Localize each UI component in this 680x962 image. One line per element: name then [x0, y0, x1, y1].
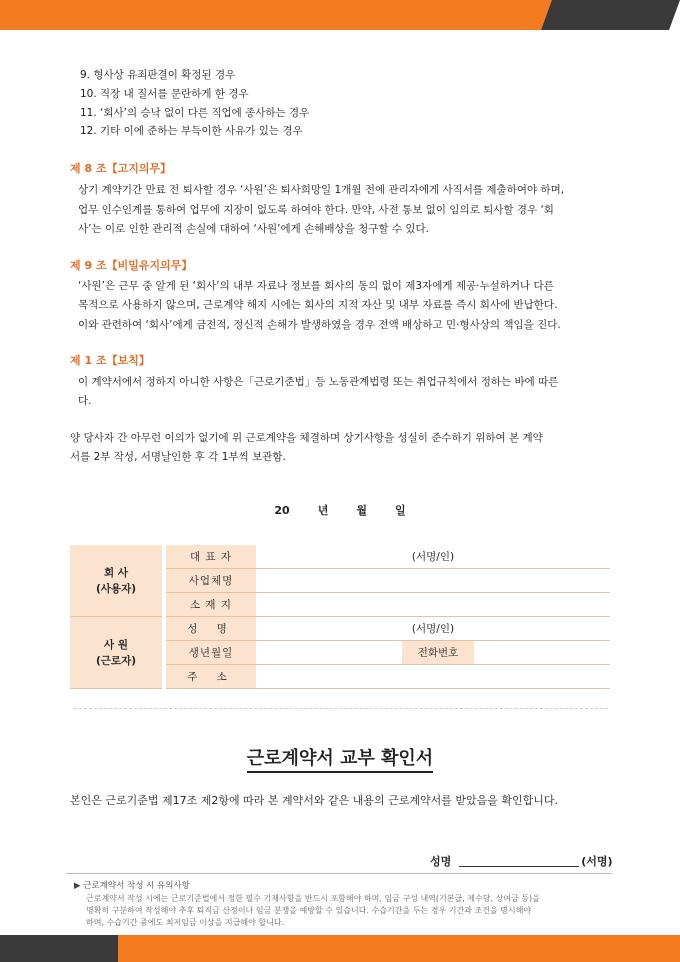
article-supplementary-title: 제 1 조【보칙】	[70, 354, 150, 367]
list-item: 12. 기타 이에 준하는 부득이한 사유가 있는 경우	[80, 125, 303, 137]
closing-line: 서를 2부 작성, 서명날인한 후 각 1부씩 보관함.	[70, 451, 286, 463]
cut-line-divider	[74, 708, 608, 709]
location-field[interactable]	[256, 593, 610, 617]
confirmation-signature-row	[430, 853, 613, 869]
notes-title: ▶ 근로계약서 작성 시 유의사항	[74, 881, 190, 891]
notes-line: 하며, 수습기간 중에도 최저임금 이상을 지급해야 합니다.	[86, 918, 285, 927]
field-phone: 전화번호	[402, 641, 474, 665]
article-supplementary-line: 다.	[78, 395, 92, 407]
list-item: 10. 직장 내 질서를 문란하게 한 경우	[80, 88, 249, 100]
article-supplementary-line: 이 계약서에서 정하지 아니한 사항은「근로기준법」등 노동관계법령 또는 취업규칙에서 정하는 바에 따른	[78, 376, 559, 388]
field-name: 성 명	[164, 617, 256, 641]
field-location: 소 재 지	[164, 593, 256, 617]
date-year: 20	[274, 504, 290, 517]
footer-orange-bar	[118, 935, 680, 962]
header-orange-bar	[0, 0, 560, 30]
signature-label: 성명	[430, 855, 452, 868]
signature-table	[70, 545, 610, 689]
phone-field[interactable]	[474, 641, 610, 665]
date-day-label: 일	[394, 504, 406, 517]
article-8-line: 상기 계약기간 만료 전 퇴사할 경우 ‘사원’은 퇴사희망일 1개월 전에 관리자에게 사직서를 제출하여야 하며,	[78, 184, 565, 196]
list-item: 9. 형사상 유죄판결이 확정된 경우	[80, 69, 236, 81]
header-dark-bar	[541, 0, 680, 30]
article-9-line: 목적으로 사용하지 않으며, 근로계약 해지 시에는 회사의 지적 자산 및 내부 자료를 즉시 회사에 반납한다.	[78, 299, 558, 311]
article-8-line: 사’는 이로 인한 관리적 손실에 대하여 ‘사원’에게 손해배상을 청구할 수 있다.	[78, 223, 430, 235]
article-9-title: 제 9 조【비밀유지의무】	[70, 259, 193, 272]
confirmation-title: 근로계약서 교부 확인서	[0, 744, 680, 770]
signature-suffix: (서명)	[581, 855, 613, 868]
company-name-field[interactable]	[256, 569, 610, 593]
employee-party-label: 사 원 (근로자)	[70, 617, 164, 689]
address-field[interactable]	[256, 665, 610, 689]
field-address: 주 소	[164, 665, 256, 689]
representative-signature-field[interactable]: (서명/인)	[256, 545, 610, 569]
article-8-line: 업무 인수인계를 통하여 업무에 지장이 없도록 하여야 한다. 만약, 사전 통보 없이 임의로 퇴사할 경우 ‘회	[78, 204, 554, 216]
field-representative: 대 표 자	[164, 545, 256, 569]
birthdate-field[interactable]	[256, 641, 402, 665]
footer-dark-bar	[0, 935, 130, 962]
article-8-title: 제 8 조【고지의무】	[70, 162, 172, 175]
employee-signature-field[interactable]: (서명/인)	[256, 617, 610, 641]
contract-date	[0, 502, 680, 518]
article-9-line: ‘사원’은 근무 중 알게 된 ‘회사’의 내부 자료나 정보를 회사의 동의 없이 제3자에게 제공·누설하거나 다른	[78, 280, 554, 292]
closing-line: 양 당사자 간 아무런 이의가 없기에 위 근로계약을 체결하며 상기사항을 성실히 준수하기 위하여 본 계약	[70, 432, 543, 444]
company-party-label: 회 사 (사용자)	[70, 545, 164, 617]
confirmation-text: 본인은 근로기준법 제17조 제2항에 따라 본 계약서와 같은 내용의 근로계약서를 받았음을 확인합니다.	[70, 794, 558, 807]
list-item: 11. ‘회사’의 승낙 없이 다른 직업에 종사하는 경우	[80, 107, 310, 119]
notes-body	[86, 893, 610, 929]
field-company-name: 사업체명	[164, 569, 256, 593]
date-month-label: 월	[356, 504, 367, 517]
notes-divider	[66, 873, 612, 874]
date-year-label: 년	[317, 504, 329, 517]
field-birthdate: 생년월일	[164, 641, 256, 665]
notes-line: 명확히 구분하여 작성해야 추후 퇴직금 산정이나 임금 분쟁을 예방할 수 있습니다. 수습기간을 두는 경우 기간과 조건을 명시해야	[86, 906, 532, 915]
notes-line: 근로계약서 작성 시에는 근로기준법에서 정한 필수 기재사항을 반드시 포함해야 하며, 임금 구성 내역(기본급, 제수당, 상여금 등)을	[86, 894, 540, 903]
signature-line[interactable]	[459, 866, 579, 867]
article-9-line: 이와 관련하여 ‘회사’에게 금전적, 정신적 손해가 발생하였을 경우 전액 배상하고 민·형사상의 책임을 진다.	[78, 319, 561, 331]
